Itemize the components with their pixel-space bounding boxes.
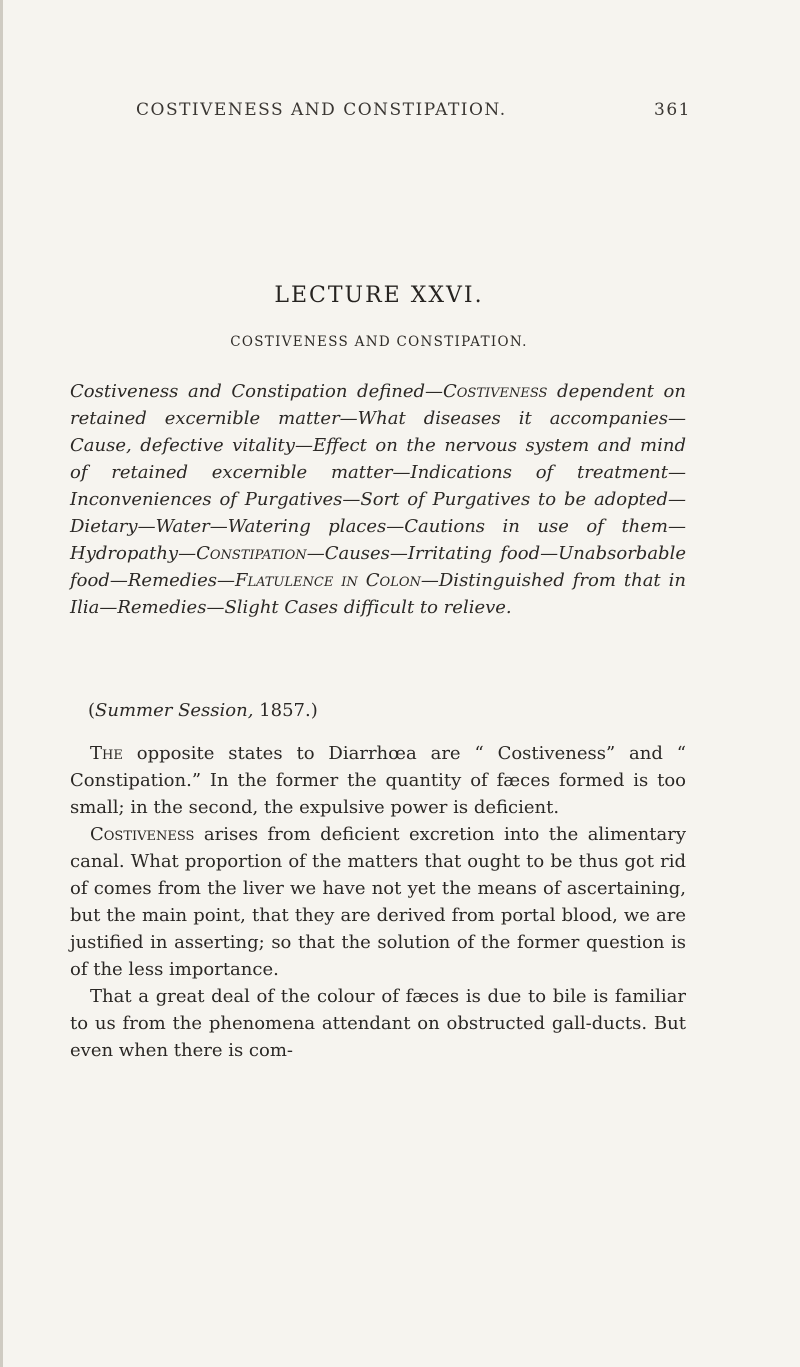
page-number: 361 bbox=[654, 100, 691, 120]
paragraph-text: That a great deal of the colour of fæces is due to bile is familiar to us from the phenomena attendant on obstructed gall-ducts. But even when there is com- bbox=[70, 986, 686, 1061]
synopsis-heading-constipation: Constipation bbox=[196, 543, 307, 564]
synopsis-text: dependent on retained excernible matter—What diseases it accompanies—Cause, defective vitality—Effect on the nervous system and mind of retained excernible matter—Indications of treatment—Inconveniences of Purgatives—Sort of Purgatives to be adopted—Dietary—Water—Watering places—Cautions in use of them—Hydropathy— bbox=[70, 381, 686, 564]
paragraph-lead: Costiveness bbox=[90, 824, 195, 845]
running-title: COSTIVENESS AND CONSTIPATION. bbox=[136, 100, 507, 120]
session-year: 1857. bbox=[259, 700, 311, 721]
synopsis-heading-flatulence: Flatulence in Colon bbox=[234, 570, 421, 591]
synopsis-text: —Distinguished from that in Ilia—Remedies—Slight Cases difficult to relieve. bbox=[70, 570, 686, 618]
lecture-synopsis bbox=[70, 378, 686, 621]
paragraph-text: arises from deficient excretion into the alimentary canal. What proportion of the matters that ought to be thus got rid of comes from the liver we have not yet the means of ascertaining, but the main point, that they are derived from portal blood, we are justified in asserting; so that the solution of the former question is of the less importance. bbox=[70, 824, 686, 980]
synopsis-heading-costiveness: Costiveness bbox=[443, 381, 548, 402]
lecture-title: LECTURE XXVI. bbox=[274, 283, 484, 308]
paragraph-lead: The bbox=[90, 743, 123, 764]
body-text bbox=[70, 740, 686, 1064]
paragraph-text: opposite states to Diarrhœa are “ Costiveness” and “ Constipation.” In the former the quantity of fæces formed is too small; in the second, the expulsive power is deficient. bbox=[70, 743, 686, 818]
synopsis-text: Costiveness and Constipation defined— bbox=[70, 381, 443, 402]
page-edge bbox=[0, 0, 3, 1367]
synopsis-text: —Causes—Irritating food—Unabsorbable food—Remedies— bbox=[70, 543, 686, 591]
lecture-subtitle: COSTIVENESS AND CONSTIPATION. bbox=[230, 334, 528, 350]
paragraph bbox=[70, 983, 686, 1064]
paragraph bbox=[70, 740, 686, 821]
session-label: Summer Session, bbox=[95, 700, 254, 721]
paragraph bbox=[70, 821, 686, 983]
session-note: (Summer Session, 1857.) bbox=[88, 700, 318, 721]
